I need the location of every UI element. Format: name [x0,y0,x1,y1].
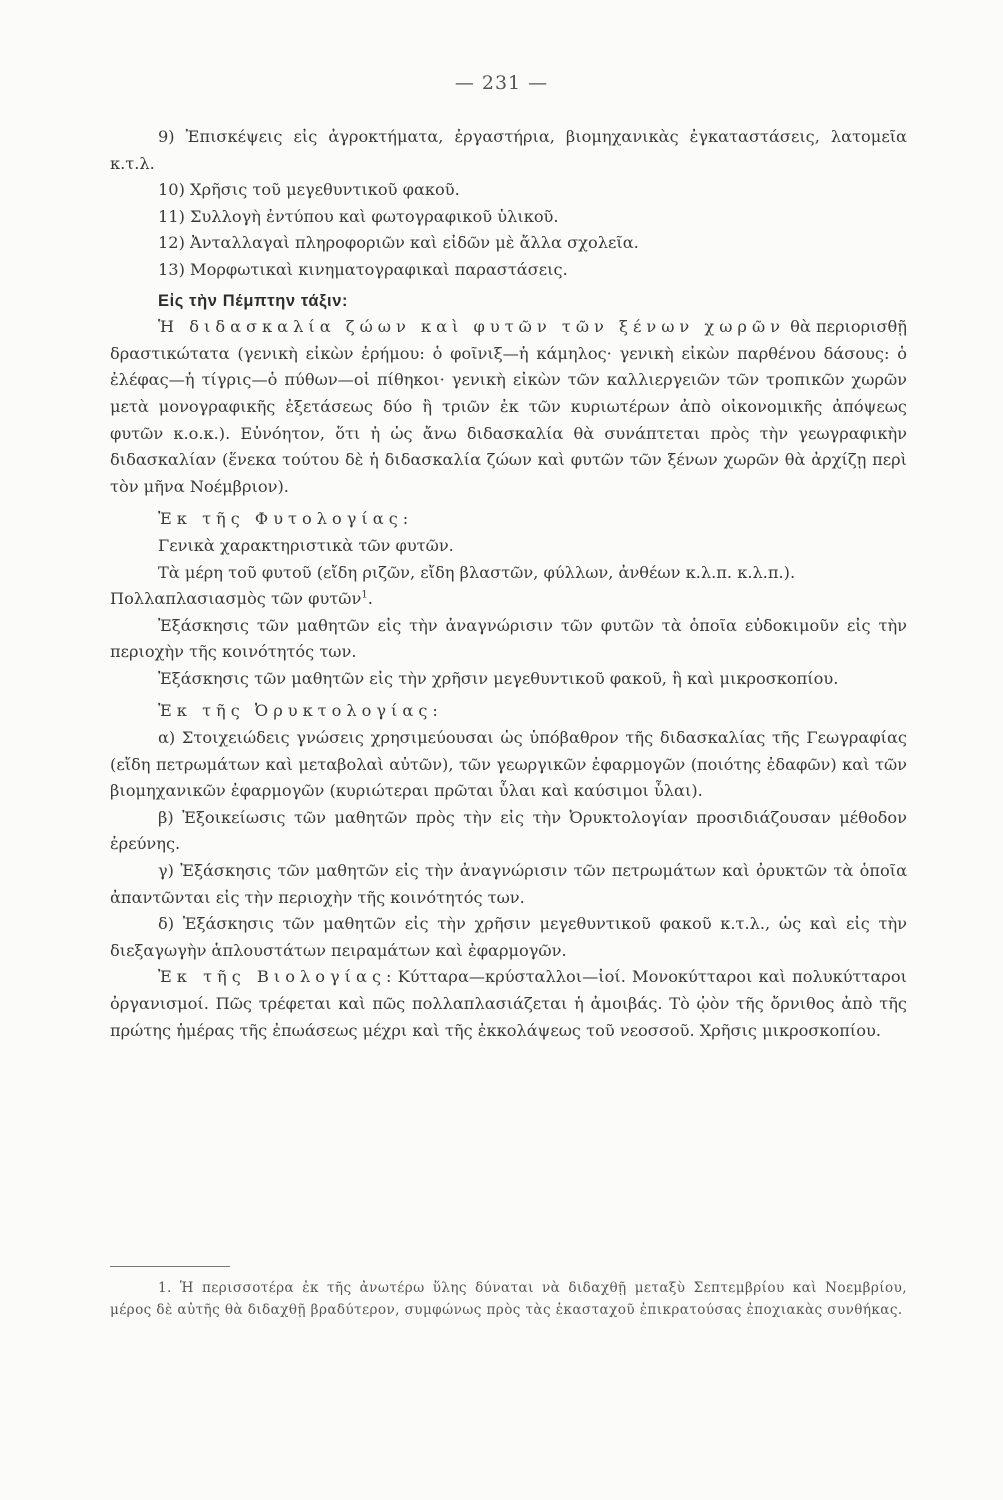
list-item-11: 11) Συλλογὴ ἐντύπου καὶ φωτογραφικοῦ ὑλικοῦ. [158,206,559,226]
list-item-9: 9) Ἐπισκέψεις εἰς ἀγροκτήματα, ἐργαστήρια, βιομηχανικὰς ἐγκαταστάσεις, λατομεῖα κ.τ.λ. [110,127,907,173]
biology-text: : Κύτταρα—κρύσταλλοι—ἰοί. Μονοκύτταροι καὶ πολυκύτταροι ὀργανισμοί. Πῶς τρέφεται καὶ πῶς πολλαπλασιάζεται ἡ ἀμοιβάς. Τὸ ᾠὸν τῆς ὄρνιθος ἀπὸ τῆς πρώτης ἡμέρας τῆς ἐπωάσεως μέχρι καὶ τῆς ἐκκολάψεως τοῦ νεοσσοῦ. Χρῆσις μικροσκοπίου. [110,967,907,1040]
biology-paragraph [110,964,907,1044]
botany-lead: Ἐκ τῆς Φυτολογίας: [158,509,414,529]
list-item-10: 10) Χρῆσις τοῦ μεγεθυντικοῦ φακοῦ. [158,180,460,200]
zoology-paragraph [110,314,907,500]
mineralogy-heading [110,698,907,725]
zoology-lead: Ἡ διδασκαλία ζώων καὶ φυτῶν τῶν ξένων χωρῶν [158,317,785,337]
zoology-text: θὰ περιορισθῇ δραστικώτατα (γενικὴ εἰκὼν ἐρήμου: ὁ φοῖνιξ—ἡ κάμηλος· γενικὴ εἰκὼν παρθένου δάσους: ὁ ἐλέφας—ἡ τίγρις—ὁ πύθων—οἱ πίθηκοι· γενικὴ εἰκὼν τῶν καλλιεργειῶν τῶν τροπικῶν χωρῶν μετὰ μονογραφικῆς ἐξετάσεως δύο ἢ τριῶν ἐκ τῶν κυριωτέρων ἀπὸ οἰκονομικῆς ἀπόψεως φυτῶν κ.ο.κ.). Εὐνόητον, ὅτι ἡ ὡς ἄνω διδασκαλία θὰ συνάπτεται πρὸς τὴν γεωγραφικὴν διδασκαλίαν (ἕνεκα τούτου δὲ ἡ διδασκαλία ζώων καὶ φυτῶν τῶν ξένων χωρῶν θὰ ἀρχίζῃ περὶ τὸν μῆνα Νοέμβριον). [110,317,907,496]
botany-item-1: Γενικὰ χαρακτηριστικὰ τῶν φυτῶν. [158,535,454,555]
botany-item-2: Τὰ μέρη τοῦ φυτοῦ (εἴδη ριζῶν, εἴδη βλαστῶν, φύλλων, ἀνθέων κ.λ.π. κ.λ.π.). [158,562,796,582]
list-item-12: 12) Ἀνταλλαγαὶ πληροφοριῶν καὶ εἰδῶν μὲ ἄλλα σχολεῖα. [158,233,639,253]
section-heading: Εἰς τὴν Πέμπτην τάξιν: [158,291,349,310]
botany-multiplication-text: Πολλαπλασιασμὸς τῶν φυτῶν [110,589,362,609]
botany-item-3: Ἐξάσκησις τῶν μαθητῶν εἰς τὴν ἀναγνώρισιν τῶν φυτῶν τὰ ὁποῖα εὐδοκιμοῦν εἰς τὴν περιοχὴν τῆς κοινότητός των. [110,615,907,662]
footnote-divider [110,1266,230,1267]
list-item-13: 13) Μορφωτικαὶ κινηματογραφικαὶ παραστάσεις. [158,259,568,279]
footnote-reference: 1 [361,589,368,601]
page-number: — 231 — [454,72,549,94]
mineralogy-item-d: δ) Ἐξάσκησις τῶν μαθητῶν εἰς τὴν χρῆσιν μεγεθυντικοῦ φακοῦ κ.τ.λ., ὡς καὶ εἰς τὴν διεξαγωγὴν ἁπλουστάτων πειραμάτων καὶ ἐφαρμογῶν. [110,914,907,960]
mineralogy-item-a: α) Στοιχειώδεις γνώσεις χρησιμεύουσαι ὡς ὑπόβαθρον τῆς διδασκαλίας τῆς Γεωγραφίας (εἴδη πετρωμάτων καὶ μεταβολαὶ αὐτῶν), τῶν γεωργικῶν ἐφαρμογῶν (ποιότης ἐδαφῶν) καὶ τῶν βιομηχανικῶν ἐφαρμογῶν (κυριώτεραι πρῶται ὗλαι καὶ καύσιμοι ὗλαι). [110,728,907,801]
biology-lead: Ἐκ τῆς Βιολογίας [158,967,387,987]
botany-multiplication: Πολλαπλασιασμὸς τῶν φυτῶν$^1$. [110,589,373,609]
mineralogy-lead: Ἐκ τῆς Ὀρυκτολογίας: [158,701,443,721]
mineralogy-item-b: β) Ἐξοικείωσις τῶν μαθητῶν πρὸς τὴν εἰς τὴν Ὀρυκτολογίαν προσιδιάζουσαν μέθοδον ἐρεύνης. [110,807,907,854]
botany-heading [110,506,907,533]
footnote-area [110,1266,907,1321]
botany-item-4: Ἐξάσκησις τῶν μαθητῶν εἰς τὴν χρῆσιν μεγεθυντικοῦ φακοῦ, ἢ καὶ μικροσκοπίου. [158,668,839,688]
mineralogy-item-c: γ) Ἐξάσκησις τῶν μαθητῶν εἰς τὴν ἀναγνώρισιν τῶν πετρωμάτων καὶ ὀρυκτῶν τὰ ὁποῖα ἀπαντῶνται εἰς τὴν περιοχὴν τῆς κοινότητός των. [110,861,907,907]
footnote-1: 1. Ἡ περισσοτέρα ἐκ τῆς ἀνωτέρω ὕλης δύναται νὰ διδαχθῇ μεταξὺ Σεπτεμβρίου καὶ Νοεμβρίου, μέρος δὲ αὐτῆς θὰ διδαχθῇ βραδύτερον, συμφώνως πρὸς τὰς ἑκασταχοῦ ἐπικρατούσας ἐποχιακὰς συνθήκας. [110,1280,907,1318]
page-body [110,124,907,1044]
